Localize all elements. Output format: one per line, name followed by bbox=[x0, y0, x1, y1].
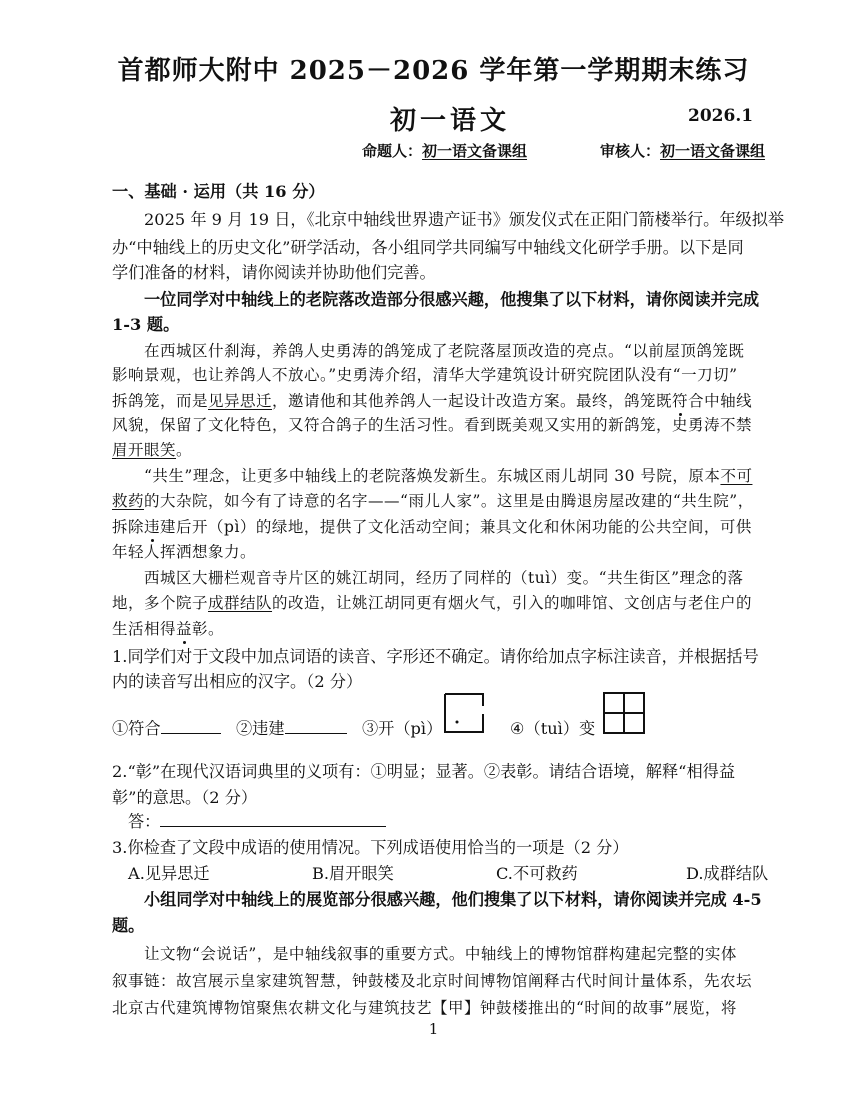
passage-text: 拆除 bbox=[112, 518, 145, 536]
passage1-line: 年轻人挥洒想象力。 bbox=[112, 543, 257, 561]
q1-option-4: ④（tuì）变 bbox=[510, 719, 596, 738]
idiom-underlined: 不可 bbox=[720, 467, 753, 485]
dotted-character: 益 bbox=[176, 620, 193, 638]
intro-line-2: 办“中轴线上的历史文化”研学活动，各小组同学共同编写中轴线文化研学手册。以下是同 bbox=[112, 238, 744, 257]
passage1-line bbox=[144, 466, 752, 486]
q3-option-d[interactable]: D.成群结队 bbox=[686, 864, 769, 883]
author-line bbox=[362, 140, 527, 161]
task2-line-1: 小组同学对中轴线上的展览部分很感兴趣，他们搜集了以下材料，请你阅读并完成 4-5 bbox=[144, 890, 762, 909]
passage-text: 合中轴线 bbox=[688, 392, 753, 410]
passage-text: 。 bbox=[176, 441, 193, 459]
passage1-line bbox=[112, 619, 224, 639]
intro-line-1: 2025 年 9 月 19 日，《北京中轴线世界遗产证书》颁发仪式在正阳门箭楼举行。年级拟举 bbox=[144, 210, 785, 229]
page-number: 1 bbox=[428, 1020, 439, 1038]
tianzige-writing-box[interactable] bbox=[603, 692, 645, 734]
dotted-character: 符 bbox=[672, 392, 689, 410]
section-heading: 一、基础 · 运用（共 16 分） bbox=[112, 182, 325, 201]
passage-text: 拆鸽笼，而是 bbox=[112, 392, 209, 410]
passage1-line: 西城区大栅栏观音寺片区的姚江胡同，经历了同样的（tuì）变。“共生街区”理念的落 bbox=[144, 569, 744, 587]
passage-text: ，邀请他和其他养鸽人一起设计改造方案。最终，鸽笼既 bbox=[272, 392, 673, 410]
reviewer-line bbox=[600, 140, 765, 161]
passage1-line: 在西城区什刹海，养鸽人史勇涛的鸽笼成了老院落屋顶改造的亮点。“以前屋顶鸽笼既 bbox=[144, 342, 745, 360]
passage1-line bbox=[112, 440, 192, 460]
q3-option-a[interactable]: A.见异思迁 bbox=[128, 864, 210, 883]
passage1-line bbox=[112, 593, 752, 613]
passage1-line: 风貌，保留了文化特色，又符合鸽子的生活习性。看到既美观又实用的新鸽笼，史勇涛不禁 bbox=[112, 416, 753, 434]
bracket-box-icon bbox=[443, 692, 485, 734]
exam-date: 2026.1 bbox=[688, 106, 754, 126]
q1-option-3: ③开（pì） bbox=[362, 719, 443, 738]
q1-option-2 bbox=[236, 719, 347, 739]
question-2-line-1: 2.“彰”在现代汉语词典里的义项有：①明显；显著。②表彰。请结合语境，解释“相得益 bbox=[112, 762, 736, 781]
passage-text: 生活相得 bbox=[112, 620, 177, 638]
idiom-underlined: 见异思迁 bbox=[208, 392, 273, 410]
idiom-underlined: 成群结队 bbox=[208, 594, 273, 612]
passage-text: “共生”理念，让更多中轴线上的老院落焕发新生。东城区雨儿胡同 30 号院，原本 bbox=[144, 467, 721, 485]
answer-label: 答： bbox=[128, 812, 161, 831]
author-label: 命题人： bbox=[362, 142, 423, 160]
question-2-line-2: 彰”的意思。（2 分） bbox=[112, 788, 258, 807]
task1-line-1: 一位同学对中轴线上的老院落改造部分很感兴趣，他搜集了以下材料，请你阅读并完成 bbox=[144, 290, 760, 309]
author-value: 初一语文备课组 bbox=[422, 142, 528, 160]
answer-blank[interactable] bbox=[160, 826, 386, 827]
question-1-line-1: 1.同学们对于文段中加点词语的读音、字形还不确定。请你给加点字标注读音，并根据括号 bbox=[112, 647, 759, 666]
answer-blank[interactable] bbox=[161, 733, 221, 734]
q2-answer bbox=[128, 812, 386, 832]
document-title: 首都师大附中 2025－2026 学年第一学期期末练习 bbox=[117, 56, 750, 86]
idiom-underlined: 救药 bbox=[112, 492, 145, 510]
passage1-line: 影响景观，也让养鸽人不放心。”史勇涛介绍，清华大学建筑设计研究院团队没有“一刀切” bbox=[112, 366, 738, 384]
reviewer-label: 审核人： bbox=[600, 142, 661, 160]
dotted-character: 违 bbox=[144, 518, 161, 536]
task2-line-2: 题。 bbox=[112, 916, 145, 935]
passage-text: 建后开（pì）的绿地，提供了文化活动空间；兼具文化和休闲功能的公共空间，可供 bbox=[160, 518, 752, 536]
q1-option-1 bbox=[112, 719, 221, 739]
intro-line-3: 学们准备的材料，请你阅读并协助他们完善。 bbox=[112, 263, 436, 282]
passage2-line: 让文物“会说话”，是中轴线叙事的重要方式。中轴线上的博物馆群构建起完整的实体 bbox=[144, 945, 737, 963]
passage2-line: 北京古代建筑博物馆聚焦农耕文化与建筑技艺【甲】钟鼓楼推出的“时间的故事”展览，将 bbox=[112, 999, 737, 1017]
passage1-line bbox=[112, 491, 754, 511]
option-label: ①符合 bbox=[112, 719, 161, 738]
q3-option-c[interactable]: C.不可救药 bbox=[496, 864, 578, 883]
question-3-line-1: 3.你检查了文段中成语的使用情况。下列成语使用恰当的一项是（2 分） bbox=[112, 838, 629, 857]
passage2-line: 叙事链：故宫展示皇家建筑智慧，钟鼓楼及北京时间博物馆阐释古代时间计量体系，先农坛 bbox=[112, 972, 753, 990]
answer-blank[interactable] bbox=[285, 733, 347, 734]
passage1-line bbox=[112, 517, 752, 537]
idiom-underlined: 眉开眼笑 bbox=[112, 441, 177, 459]
passage-text: 的改造，让姚江胡同更有烟火气，引入的咖啡馆、文创店与老住户的 bbox=[272, 594, 753, 612]
q3-option-b[interactable]: B.眉开眼笑 bbox=[312, 864, 394, 883]
passage-text: 彰。 bbox=[192, 620, 225, 638]
passage-text: 地，多个院子 bbox=[112, 594, 209, 612]
question-1-line-2: 内的读音写出相应的汉字。（2 分） bbox=[112, 672, 363, 691]
subject-title: 初一语文 bbox=[390, 106, 511, 136]
grid-box-icon bbox=[603, 692, 645, 734]
task1-line-2: 1-3 题。 bbox=[112, 315, 180, 334]
character-writing-box[interactable] bbox=[443, 692, 485, 734]
reviewer-value: 初一语文备课组 bbox=[660, 142, 766, 160]
passage-text: 的大杂院，如今有了诗意的名字——“雨儿人家”。这里是由腾退房屋改建的“共生院”， bbox=[144, 492, 754, 510]
passage1-line bbox=[112, 391, 752, 411]
option-label: ②违建 bbox=[236, 719, 285, 738]
